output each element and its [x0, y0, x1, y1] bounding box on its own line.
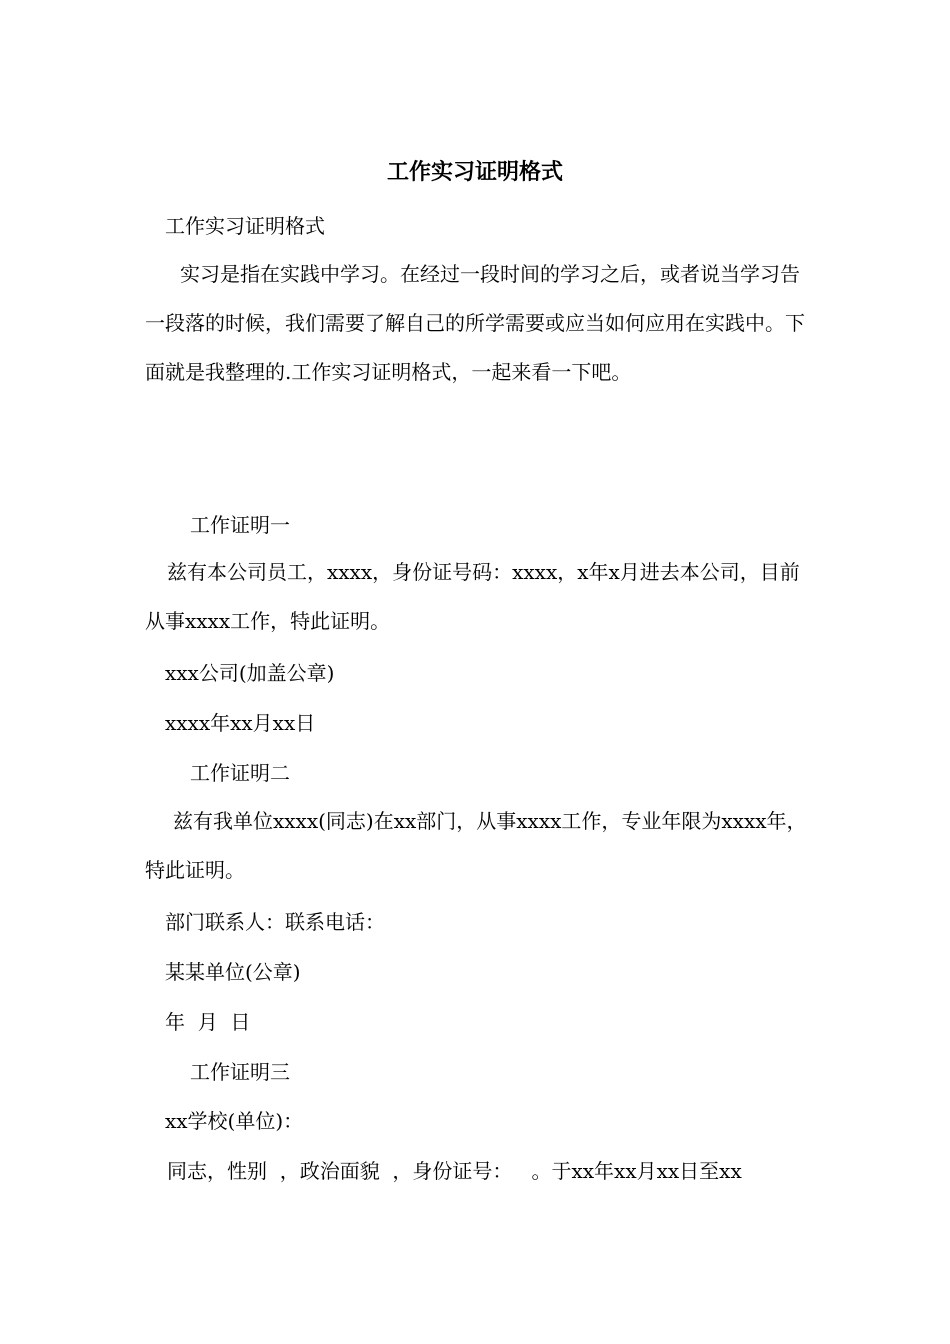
cert2-body: 兹有我单位xxxx(同志)在xx部门，从事xxxx工作，专业年限为xxxx年，特此证明。 — [145, 809, 807, 882]
document-title: 工作实习证明格式 — [386, 159, 563, 185]
cert3-school: xx学校(单位)： — [165, 1109, 304, 1133]
cert2-paragraph — [145, 797, 810, 895]
subtitle: 工作实习证明格式 — [165, 214, 325, 238]
cert3-heading: 工作证明三 — [190, 1060, 290, 1084]
cert3-body: 同志，性别 ，政治面貌 ，身份证号： 。于xx年xx月xx日至xx — [167, 1159, 742, 1183]
cert1-body: 兹有本公司员工，xxxx，身份证号码：xxxx，x年x月进去本公司，目前从事xxxx工作，特此证明。 — [145, 560, 800, 633]
intro-text: 实习是指在实践中学习。在经过一段时间的学习之后，或者说当学习告一段落的时候，我们需要了解自己的所学需要或应当如何应用在实践中。下面就是我整理的.工作实习证明格式，一起来看一下吧。 — [145, 262, 805, 384]
intro-paragraph — [145, 250, 810, 397]
cert1-paragraph — [145, 548, 810, 646]
cert1-heading: 工作证明一 — [190, 513, 290, 537]
cert2-contact: 部门联系人：联系电话： — [165, 910, 385, 934]
cert2-heading: 工作证明二 — [190, 761, 290, 785]
cert2-unit: 某某单位(公章) — [165, 960, 301, 984]
cert2-date: 年 月 日 — [165, 1010, 251, 1034]
cert1-company: xxx公司(加盖公章) — [165, 661, 335, 685]
cert1-date: xxxx年xx月xx日 — [165, 711, 316, 735]
